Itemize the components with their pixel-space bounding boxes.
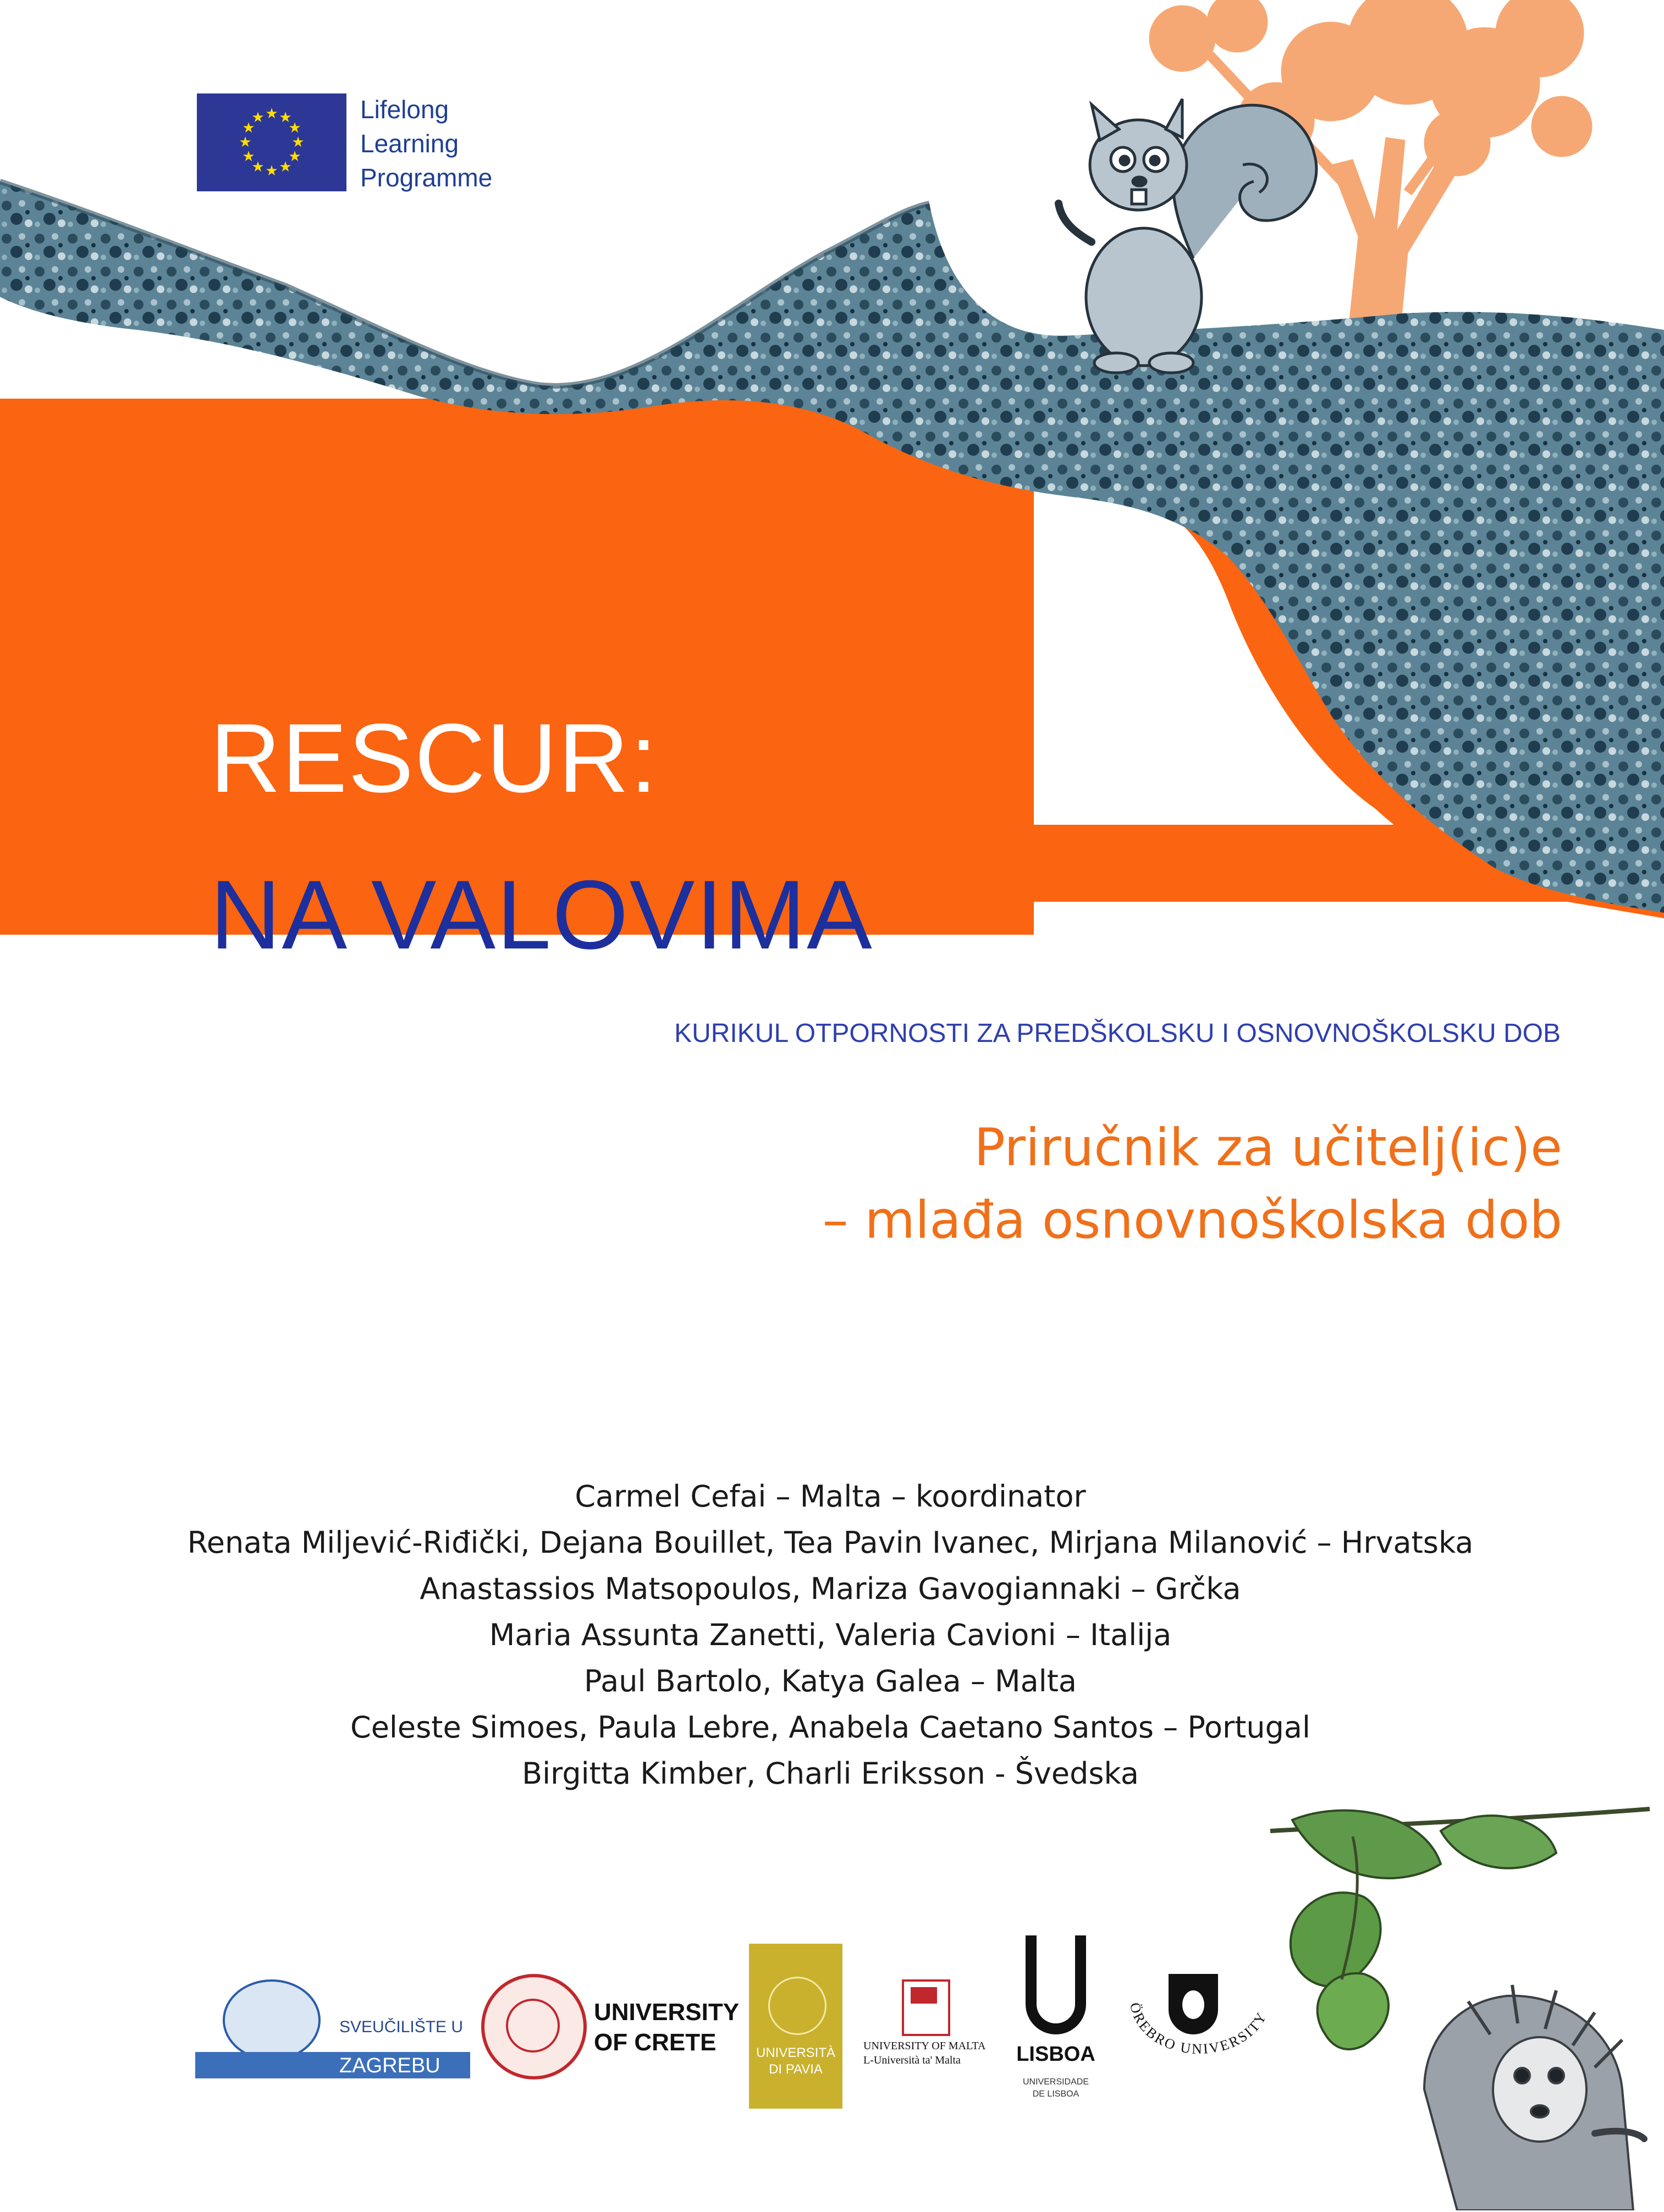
svg-text:★: ★ <box>239 134 252 151</box>
pavia-seal-icon <box>768 1977 827 2035</box>
lisboa-line-2: DE LISBOA <box>1032 2089 1079 2099</box>
crete-line-2: OF CRETE <box>594 2029 717 2056</box>
partner-malta-logo <box>863 1979 1006 2073</box>
svg-text:★: ★ <box>242 120 255 136</box>
lisboa-word: LISBOA <box>1016 2043 1095 2066</box>
lisboa-u-icon <box>1026 1935 1086 2034</box>
author-list <box>110 1474 1551 1797</box>
malta-line-1: UNIVERSITY OF MALTA <box>863 2040 986 2052</box>
handbook-line-1: Priručnik za učitelj(ic)e <box>974 1118 1562 1178</box>
author-line: Celeste Simoes, Paula Lebre, Anabela Caetano Santos – Portugal <box>350 1710 1310 1745</box>
author-line: Renata Miljević-Riđički, Dejana Bouillet, Tea Pavin Ivanec, Mirjana Milanović – Hrvatska <box>187 1525 1474 1560</box>
svg-text:★: ★ <box>288 148 301 165</box>
eu-flag <box>197 93 346 191</box>
author-line: Anastassios Matsopoulos, Mariza Gavogiannaki – Grčka <box>420 1571 1241 1606</box>
author-line: Maria Assunta Zanetti, Valeria Cavioni – Italija <box>489 1618 1172 1652</box>
author-line: Paul Bartolo, Katya Galea – Malta <box>583 1664 1077 1698</box>
orebro-arc-text <box>1119 1960 1279 2087</box>
pavia-line-1: UNIVERSITÀ <box>756 2045 836 2060</box>
crete-line-1: UNIVERSITY <box>594 1999 740 2026</box>
zagreb-line-1: SVEUČILIŠTE U <box>339 2018 464 2036</box>
svg-text:★: ★ <box>251 159 265 175</box>
handbook-title <box>823 1112 1562 1257</box>
zagreb-seal-icon <box>223 1979 321 2061</box>
hedgehog-illustration <box>1259 1803 1655 2210</box>
eu-line-3: Programme <box>360 163 493 192</box>
svg-text:★: ★ <box>251 109 265 126</box>
author-line: Carmel Cefai – Malta – koordinator <box>575 1479 1086 1514</box>
svg-text:★: ★ <box>265 106 278 122</box>
svg-text:★: ★ <box>291 134 305 151</box>
svg-text:★: ★ <box>288 120 301 136</box>
malta-line-2: L-Università ta' Malta <box>863 2054 961 2066</box>
svg-text:★: ★ <box>279 109 292 126</box>
partner-zagreb-logo <box>195 1974 470 2078</box>
eu-line-2: Learning <box>360 129 459 158</box>
partner-orebro-logo <box>1119 1960 1279 2087</box>
svg-text:★: ★ <box>279 159 292 175</box>
eu-programme-name <box>360 92 492 195</box>
zagreb-line-2: ZAGREBU <box>339 2054 440 2077</box>
svg-text:★: ★ <box>265 163 278 179</box>
svg-text:★: ★ <box>242 148 255 165</box>
title-line-1: RESCUR: <box>210 703 659 813</box>
author-line: Birgitta Kimber, Charli Eriksson - Švedska <box>522 1756 1139 1791</box>
lisboa-line-1: UNIVERSIDADE <box>1022 2077 1089 2087</box>
partner-pavia-logo <box>749 1944 842 2109</box>
subtitle: KURIKUL OTPORNOSTI ZA PREDŠKOLSKU I OSNOVNOŠKOLSKU DOB <box>674 1019 1561 1048</box>
eu-line-1: Lifelong <box>360 95 449 124</box>
pavia-line-2: DI PAVIA <box>769 2062 823 2077</box>
handbook-line-2: – mlađa osnovnoškolska dob <box>822 1190 1562 1250</box>
partner-lisboa-logo <box>1015 1935 1108 2111</box>
orebro-name: ÖREBRO UNIVERSITY <box>1126 2001 1270 2057</box>
eu-stars-icon <box>197 93 346 191</box>
svg-text:ÖREBRO UNIVERSITY <box>1127 2001 1270 2057</box>
title-line-2: NA VALOVIMA <box>210 860 873 969</box>
partner-crete-logo <box>481 1968 740 2078</box>
